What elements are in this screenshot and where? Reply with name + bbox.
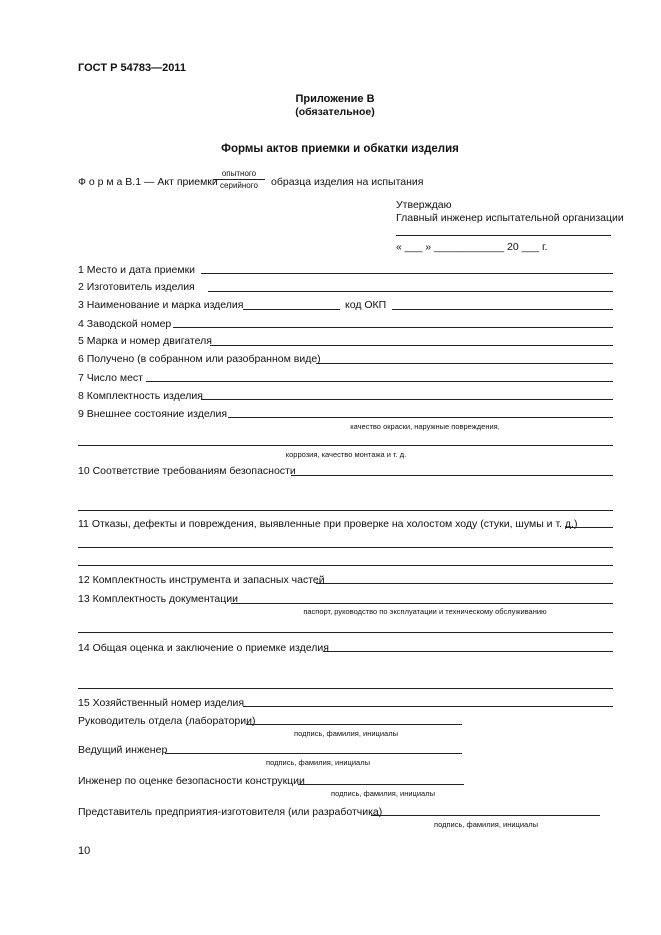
field-5-line[interactable] [210, 345, 613, 346]
signature-3-hint: подпись, фамилия, инициалы [331, 789, 435, 798]
field-7-label: 7 Число мест [78, 372, 143, 384]
field-10-line-2[interactable] [78, 510, 613, 511]
signature-4-label: Представитель предприятия-изготовителя (или разработчика) [78, 806, 383, 818]
field-6-line[interactable] [316, 363, 613, 364]
field-9-hint-2: коррозия, качество монтажа и т. д. [285, 450, 407, 459]
field-11-line-2[interactable] [78, 547, 613, 548]
signature-4-hint: подпись, фамилия, инициалы [434, 820, 538, 829]
fraction-bar [213, 179, 265, 180]
signature-2-label: Ведущий инженер [78, 744, 168, 756]
field-1-label: 1 Место и дата приемки [78, 264, 196, 276]
fraction-top: опытного [221, 169, 257, 178]
field-14-label: 14 Общая оценка и заключение о приемке изделия [78, 642, 329, 654]
form-label-suffix: образца изделия на испытания [271, 176, 424, 188]
field-12-line[interactable] [316, 583, 613, 584]
field-3-label: 3 Наименование и марка изделия [78, 299, 244, 311]
signature-1-hint: подпись, фамилия, инициалы [294, 729, 398, 738]
field-5-label: 5 Марка и номер двигателя [78, 335, 212, 347]
field-3-okp-line[interactable] [392, 309, 613, 310]
date-open-quote: « [396, 241, 402, 253]
appendix-title: Приложение В [295, 93, 375, 105]
form-label: Ф о р м а В.1 — Акт приемки [78, 176, 218, 188]
field-2-label: 2 Изготовитель изделия [78, 281, 195, 293]
field-11-label: 11 Отказы, дефекты и повреждения, выявленные при проверке на холостом ходу (стуки, шумы и т. д.) [78, 518, 578, 530]
date-month-blank[interactable]: ____________ [433, 241, 505, 253]
document-code: ГОСТ Р 54783—2011 [78, 62, 186, 74]
field-11-line[interactable] [566, 527, 613, 528]
field-9-line[interactable] [228, 417, 613, 418]
approval-date [396, 241, 548, 254]
approver-signature-line[interactable] [396, 235, 611, 236]
field-13-line-2[interactable] [78, 632, 613, 633]
field-2-line[interactable] [208, 291, 613, 292]
field-7-line[interactable] [146, 381, 613, 382]
signature-2-line[interactable] [165, 753, 462, 754]
field-10-line[interactable] [291, 475, 613, 476]
field-9-label: 9 Внешнее состояние изделия [78, 408, 228, 420]
date-close-quote: » [425, 241, 432, 253]
approve-label: Утверждаю [396, 199, 452, 211]
field-11-line-3[interactable] [78, 565, 613, 566]
field-15-label: 15 Хозяйственный номер изделия [78, 697, 245, 709]
field-10-label: 10 Соответствие требованиям безопасности [78, 465, 296, 477]
field-15-line[interactable] [243, 706, 613, 707]
field-1-line[interactable] [201, 273, 613, 274]
signature-3-line[interactable] [298, 784, 464, 785]
approver-position: Главный инженер испытательной организации [396, 212, 624, 224]
field-8-label: 8 Комплектность изделия [78, 390, 203, 402]
field-13-hint: паспорт, руководство по эксплуатации и техническому обслуживанию [303, 607, 547, 616]
year-prefix: 20 [506, 241, 519, 253]
field-9-line-2[interactable] [78, 445, 613, 446]
field-3-okp-label: код ОКП [345, 299, 387, 311]
field-14-line[interactable] [323, 651, 613, 652]
signature-1-line[interactable] [246, 724, 462, 725]
field-4-line[interactable] [173, 327, 613, 328]
year-suffix: г. [542, 241, 548, 253]
field-9-hint-1: качество окраски, наружные повреждения, [350, 422, 500, 431]
date-day-blank[interactable]: ___ [404, 241, 423, 253]
form-fraction [213, 169, 265, 190]
signature-2-hint: подпись, фамилия, инициалы [266, 758, 370, 767]
signature-3-label: Инженер по оценке безопасности конструкции [78, 775, 305, 787]
appendix-status: (обязательное) [295, 106, 375, 118]
signature-4-line[interactable] [371, 815, 600, 816]
field-6-label: 6 Получено (в собранном или разобранном виде) [78, 353, 321, 365]
field-13-label: 13 Комплектность документации [78, 593, 238, 605]
field-4-label: 4 Заводской номер [78, 318, 172, 330]
field-14-line-2[interactable] [78, 688, 613, 689]
field-3-line[interactable] [243, 309, 340, 310]
year-blank[interactable]: ___ [521, 241, 540, 253]
page-number: 10 [78, 845, 91, 857]
field-12-label: 12 Комплектность инструмента и запасных частей [78, 574, 325, 586]
signature-1-label: Руководитель отдела (лаборатории) [78, 715, 256, 727]
field-13-line[interactable] [231, 603, 613, 604]
field-8-line[interactable] [201, 399, 613, 400]
fraction-bottom: серийного [220, 181, 258, 190]
section-title: Формы актов приемки и обкатки изделия [221, 143, 459, 155]
